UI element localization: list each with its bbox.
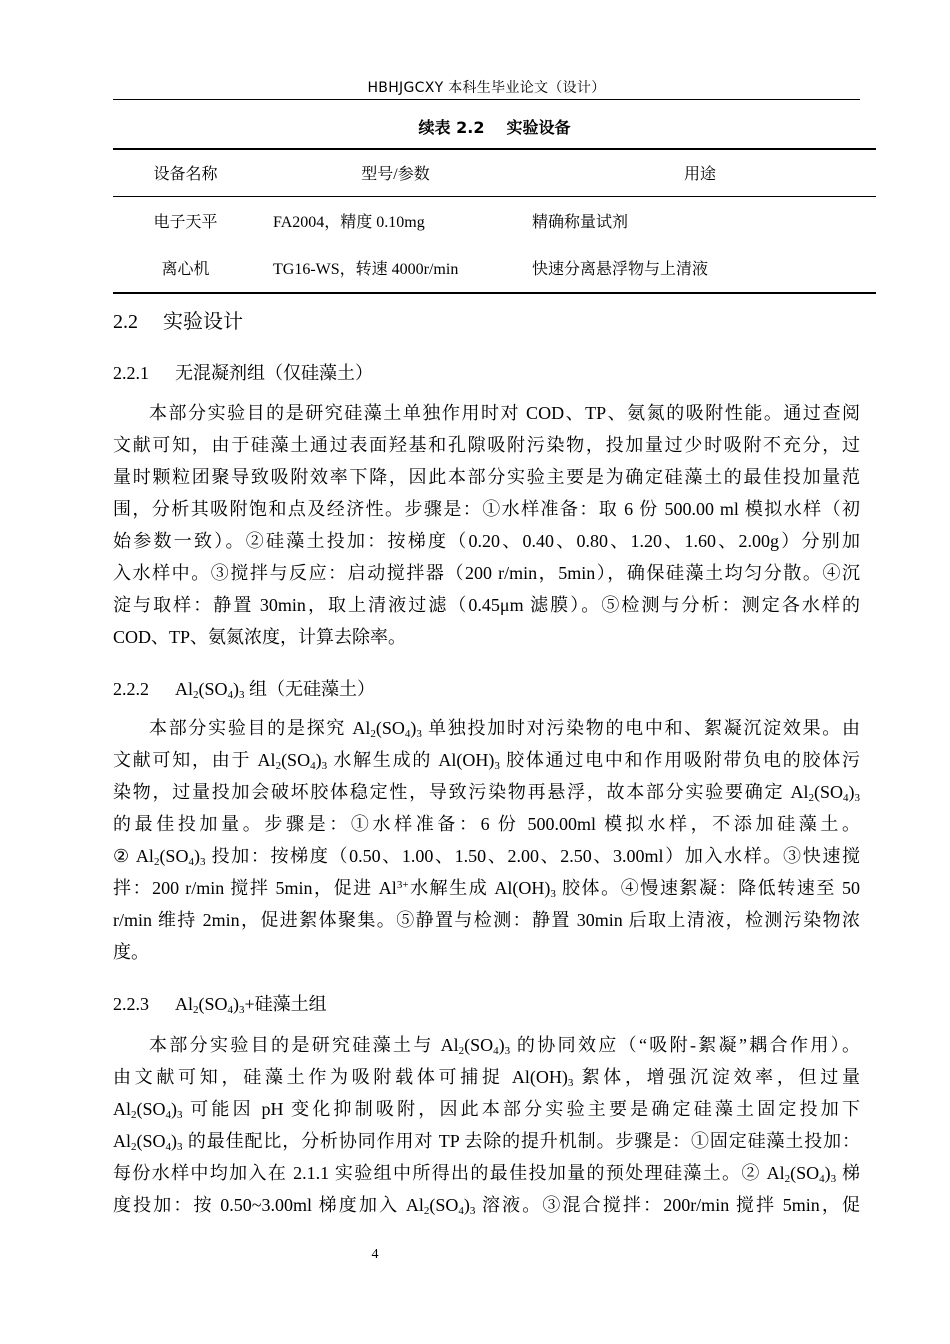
subscript: 3 [494, 760, 500, 772]
text-line: 的最佳投加量。步骤是：①水样准备：6 份 500.00ml 模拟水样，不添加硅藻土。 [113, 814, 860, 834]
subscript: 2 [275, 760, 282, 772]
text-line: 围，分析其吸附饱和点及经济性。步骤是：①水样准备：取 6 份 500.00 ml 模拟水样（初 [113, 499, 860, 519]
text-line: 文献可知，由于硅藻土通过表面羟基和孔隙吸附污染物，投加量过少时吸附不充分，过 [113, 435, 860, 455]
text-line: 度投加：按 0.50~3.00ml 梯度加入 $Al_2(SO_4)_3$ 溶液。③混合搅拌：200r/min 搅拌 5min，促 [113, 1195, 860, 1217]
subsection-number: 2.2.1 [113, 363, 149, 383]
subscript: 2 [131, 1141, 137, 1153]
subscript: 3 [239, 689, 245, 701]
paragraph [113, 397, 860, 653]
subsection-title: $Al_2(SO_4)_3+$硅藻土组 [175, 994, 327, 1016]
text-line: r/min 维持 2min，促进絮体聚集。⑤静置与检测：静置 30min 后取上清液，检测污染物浓 [113, 910, 860, 930]
text-line: 入水样中。③搅拌与反应：启动搅拌器（200 r/min，5min），确保硅藻土均匀分散。④沉 [113, 563, 860, 583]
text-line: 淀与取样：静置 30min，取上清液过滤（0.45μm 滤膜）。⑤检测与分析：测定各水样的 [113, 595, 860, 615]
subscript: 4 [188, 856, 194, 868]
subscript: 4 [493, 1045, 499, 1057]
paragraph [113, 712, 860, 968]
subscript: 3 [469, 1205, 476, 1217]
subscript: 2 [193, 689, 199, 701]
text-line: 由文献可知，硅藻土作为吸附载体可捕捉 $Al(OH)_3$ 絮体，增强沉淀效率，但过量 [113, 1067, 860, 1089]
subscript: 3 [504, 1045, 511, 1057]
section-number: 2.2 [113, 311, 138, 333]
subsection-heading [113, 991, 327, 1017]
header-rule [113, 99, 860, 100]
table-cell: TG16-WS，转速 4000r/min [273, 261, 459, 278]
subscript: 2 [153, 856, 160, 868]
section-title: 实验设计 [163, 311, 243, 333]
table-bottom-rule [113, 292, 876, 294]
text-line: 文献可知，由于 $Al_2(SO_4)_3$ 水解生成的 $Al(OH)_3$ 胶体通过电中和作用吸附带负电的胶体污 [113, 750, 861, 772]
table-caption-title: 实验设备 [506, 118, 571, 137]
text-line: 本部分实验目的是研究硅藻土与 $Al_2(SO_4)_3$ 的协同效应（“吸附-絮凝”耦合作用）。 [149, 1035, 860, 1057]
subscript: 4 [404, 728, 411, 740]
section-heading [113, 308, 243, 336]
page-header: HBHJGCXY 本科生毕业论文（设计） [367, 80, 606, 96]
subscript: 3 [854, 792, 860, 804]
text-line: COD、TP、氨氮浓度，计算去除率。 [113, 627, 407, 647]
subscript: 2 [370, 728, 376, 740]
text-line: 本部分实验目的是探究 $Al_2(SO_4)_3$ 单独投加时对污染物的电中和、絮凝沉淀效果。由 [149, 718, 860, 740]
subscript: 3 [567, 1077, 574, 1089]
subscript: 3 [199, 856, 206, 868]
subscript: 2 [131, 1109, 137, 1121]
subsection-title: $Al_2(SO_4)_3$ 组（无硅藻土） [175, 679, 376, 701]
subscript: 3 [177, 1141, 183, 1153]
subscript: 2 [423, 1205, 430, 1217]
text-line: 拌：200 r/min 搅拌 5min，促进 $Al^{3+}$水解生成 $Al(OH)_3$ 胶体。④慢速絮凝：降低转速至 50 [113, 878, 860, 900]
subscript: 3 [177, 1109, 183, 1121]
subscript: 2 [458, 1045, 465, 1057]
subsection-number: 2.2.2 [113, 679, 149, 699]
subsection-heading [113, 676, 375, 702]
subscript: 2 [193, 1004, 199, 1016]
table-cell: 快速分离悬浮物与上清液 [532, 261, 709, 278]
column-header-purpose: 用途 [683, 166, 716, 183]
subscript: 4 [165, 1141, 172, 1153]
text-line: 量时颗粒团聚导致吸附效率下降，因此本部分实验主要是为确定硅藻土的最佳投加量范 [113, 467, 860, 487]
page-number: 4 [371, 1247, 379, 1262]
subscript: 4 [165, 1109, 172, 1121]
table-caption-number: 续表 2.2 [418, 118, 485, 137]
subscript: 4 [310, 760, 316, 772]
column-header-model: 型号/参数 [361, 166, 430, 183]
subscript: 3 [239, 1004, 245, 1016]
subscript: 4 [458, 1205, 464, 1217]
subscript: 4 [819, 1173, 825, 1185]
text-line: 每份水样中均加入在 2.1.1 实验组中所得出的最佳投加量的预处理硅藻土。② $Al_2(SO_4)_3$ 梯 [113, 1163, 860, 1185]
superscript: 3+ [396, 879, 409, 891]
text-line: ② $Al_2(SO_4)_3$ 投加：按梯度（0.50、1.00、1.50、2.00、2.50、3.00ml）加入水样。③快速搅 [113, 846, 860, 868]
subscript: 4 [227, 689, 234, 701]
text-line: 度。 [113, 942, 149, 962]
table-cell: FA2004，精度 0.10mg [273, 214, 425, 231]
subsection-heading [113, 360, 373, 386]
text-line: 始参数一致）。②硅藻土投加：按梯度（0.20、0.40、0.80、1.20、1.60、2.00g）分别加 [113, 531, 860, 551]
column-header-name: 设备名称 [153, 166, 218, 183]
text-line: 本部分实验目的是研究硅藻土单独作用时对 COD、TP、氨氮的吸附性能。通过查阅 [149, 403, 860, 423]
subsection-title: 无混凝剂组（仅硅藻土） [175, 363, 373, 383]
table-caption [113, 115, 876, 138]
table-cell: 精确称量试剂 [532, 214, 629, 231]
text-line: $Al_2(SO_4)_3$ 可能因 pH 变化抑制吸附，因此本部分实验主要是确定硅藻土固定投加下 [113, 1099, 860, 1121]
subscript: 3 [321, 760, 328, 772]
subsection-number: 2.2.3 [113, 994, 149, 1014]
subscript: 3 [830, 1173, 837, 1185]
text-line: 染物，过量投加会破坏胶体稳定性，导致污染物再悬浮，故本部分实验要确定 $Al_2(SO_4)_3$ [113, 782, 860, 804]
subscript: 3 [550, 888, 556, 900]
table-top-rule [113, 148, 876, 150]
subscript: 4 [843, 792, 849, 804]
subscript: 4 [227, 1004, 234, 1016]
table-cell: 电子天平 [153, 214, 218, 231]
table-cell: 离心机 [161, 261, 210, 278]
subscript: 3 [416, 728, 422, 740]
text-line: $Al_2(SO_4)_3$ 的最佳配比，分析协同作用对 TP 去除的提升机制。步骤是：①固定硅藻土投加： [113, 1131, 860, 1153]
paragraph [113, 1029, 860, 1221]
subscript: 2 [808, 792, 814, 804]
subscript: 2 [784, 1173, 791, 1185]
table-header-rule [113, 196, 876, 197]
